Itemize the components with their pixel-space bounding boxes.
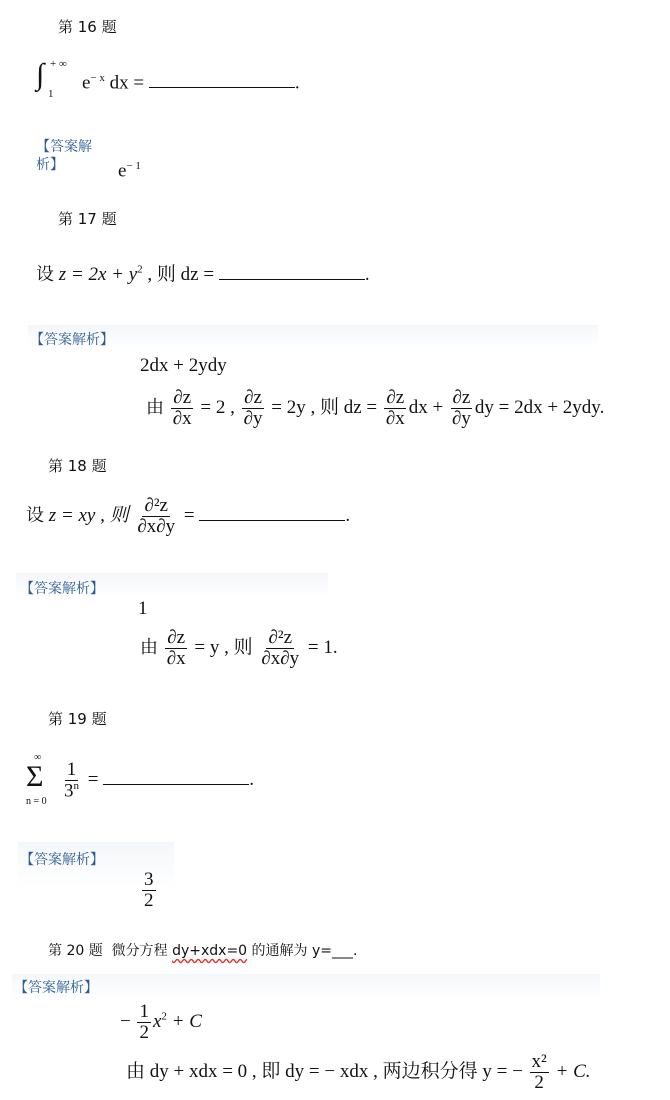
answer-blank [149,87,295,88]
answer-blank [199,520,345,521]
question-19-prompt: ∞ Σ n = 0 $\frac{1}{3^n}$ = . [26,752,254,807]
question-18-prompt: 设 z = xy , 则 $\frac{\text{∂²z}}{\partial x\partial y}$ = . [26,495,351,537]
explanation-20: 由 dy + xdx = 0 , 即 dy = − xdx , 两边积分得 y = − $\frac{\text{x²}}{2}$ + C. [126,1051,591,1093]
spellcheck-underline: dy+xdx=0 [172,943,248,959]
answer-label-16: 【答案解析】 [36,139,92,173]
answer-blank [103,784,249,785]
question-18-title: 第 18 题 [48,457,107,475]
question-16-title: 第 16 题 [58,18,117,36]
answer-label-20: 【答案解析】 [14,980,98,996]
answer-19: $\frac{3}{2}$ [144,869,154,911]
explanation-18: 由 $\frac{\partial z}{\partial x}$ = y , 则 $\frac{\text{∂²z}}{\partial x\partial y}$ = 1. [140,627,338,669]
answer-16: $e^{- 1}$ [118,160,141,182]
question-20-prompt: 第 20 题 微分方程 dy+xdx=0 的通解为 y=___. [48,943,358,959]
answer-blank [219,279,365,280]
answer-18: 1 [138,598,148,619]
question-17-prompt: 设 $z = 2x + y^2$ , 则 dz = . [36,263,370,285]
question-19-title: 第 19 题 [48,710,107,728]
question-17-title: 第 17 题 [58,210,117,228]
answer-17: 2dx + 2ydy [140,355,227,376]
answer-label-18: 【答案解析】 [20,581,104,597]
explanation-17: 由 $\frac{\partial z}{\partial x}$ = 2 , $\frac{\partial z}{\partial y}$ = 2y , 则 dz = $\frac{\partial z}{\partial x}$ dx + $\frac{\partial z}{\partial y}$ dy = 2dx + 2ydy. [146,387,605,429]
answer-20: − $\frac{1}{2}$ $x^2 + C$ [120,1001,202,1043]
answer-label-17: 【答案解析】 [30,332,114,348]
answer-label-19: 【答案解析】 [20,852,104,868]
